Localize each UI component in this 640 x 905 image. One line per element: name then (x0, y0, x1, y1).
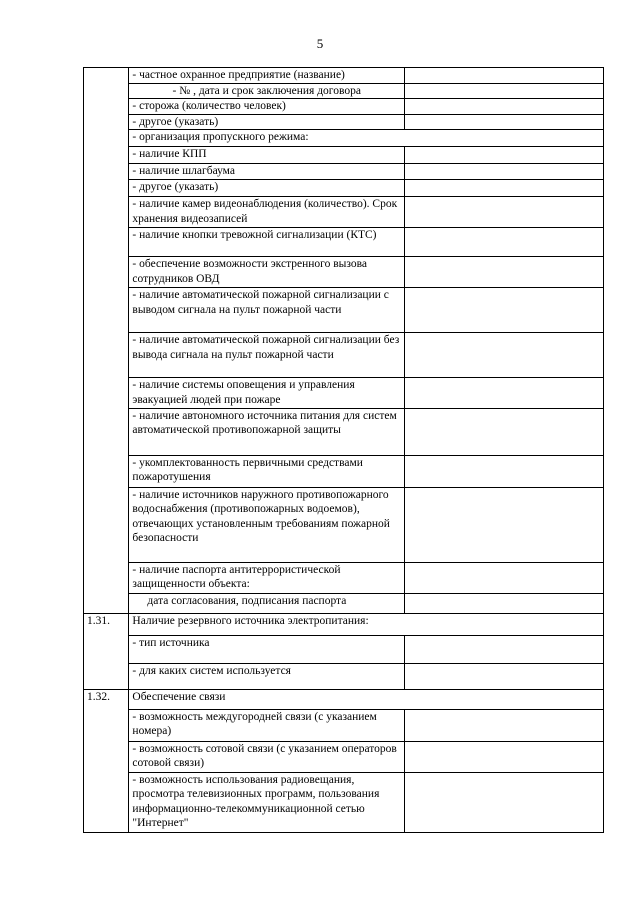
table-row (84, 228, 604, 257)
item-label-cell: - наличие шлагбаума (129, 164, 405, 180)
item-label-cell: - наличие КПП (129, 147, 405, 164)
item-value-cell[interactable] (405, 68, 604, 84)
item-label-cell: - другое (указать) (129, 180, 405, 197)
table-row (84, 635, 604, 663)
table-row (84, 772, 604, 832)
table-row (84, 288, 604, 333)
item-label-cell: - для каких систем используется (129, 663, 405, 689)
table-row (84, 408, 604, 455)
item-label-cell: - организация пропускного режима: (129, 130, 604, 147)
item-value-cell[interactable] (405, 99, 604, 115)
table-row (84, 562, 604, 593)
item-number-cell (84, 68, 129, 614)
item-label-cell: - наличие паспорта антитеррористической защищенности объекта: (129, 562, 405, 593)
item-label-cell: Обеспечение связи (129, 689, 604, 709)
item-value-cell[interactable] (405, 378, 604, 408)
item-value-cell[interactable] (405, 288, 604, 333)
item-value-cell[interactable] (405, 487, 604, 562)
table-row (84, 487, 604, 562)
table-row (84, 130, 604, 147)
table-row (84, 333, 604, 378)
item-value-cell[interactable] (405, 333, 604, 378)
item-value-cell[interactable] (405, 180, 604, 197)
item-value-cell[interactable] (405, 83, 604, 99)
item-label-cell: - наличие автоматической пожарной сигнализации без вывода сигнала на пульт пожарной части (129, 333, 405, 378)
item-label-cell: - наличие системы оповещения и управления эвакуацией людей при пожаре (129, 378, 405, 408)
item-value-cell[interactable] (405, 228, 604, 257)
item-label-cell: - наличие кнопки тревожной сигнализации (КТС) (129, 228, 405, 257)
item-label-cell: - другое (указать) (129, 114, 405, 130)
item-label-cell: - возможность сотовой связи (с указанием операторов сотовой связи) (129, 741, 405, 772)
table-row (84, 689, 604, 709)
item-label-cell: дата согласования, подписания паспорта (129, 593, 405, 613)
table-row (84, 180, 604, 197)
item-label-cell: - частное охранное предприятие (название) (129, 68, 405, 84)
item-label-cell: - укомплектованность первичными средствами пожаротушения (129, 455, 405, 487)
item-label-cell: - возможность использования радиовещания, просмотра телевизионных программ, пользования информационно-телекоммуникационной сетью "Интернет" (129, 772, 405, 832)
table-row (84, 663, 604, 689)
item-label-cell: Наличие резервного источника электропитания: (129, 613, 604, 635)
item-label-cell: - наличие автономного источника питания для систем автоматической противопожарной защиты (129, 408, 405, 455)
item-number-cell: 1.31. (84, 613, 129, 689)
item-value-cell[interactable] (405, 257, 604, 288)
table-row (84, 147, 604, 164)
table-row (84, 593, 604, 613)
item-value-cell[interactable] (405, 114, 604, 130)
table-row (84, 68, 604, 84)
table-row (84, 164, 604, 180)
table-row (84, 378, 604, 408)
table-row (84, 455, 604, 487)
item-value-cell[interactable] (405, 772, 604, 832)
item-label-cell: - сторожа (количество человек) (129, 99, 405, 115)
table-row (84, 613, 604, 635)
table-row (84, 197, 604, 228)
table-row (84, 114, 604, 130)
item-label-cell: - наличие источников наружного противопожарного водоснабжения (противопожарных водоемов), отвечающих установленным требованиям пожарной безопасности (129, 487, 405, 562)
item-value-cell[interactable] (405, 147, 604, 164)
item-value-cell[interactable] (405, 593, 604, 613)
item-value-cell[interactable] (405, 635, 604, 663)
item-value-cell[interactable] (405, 741, 604, 772)
table-row (84, 83, 604, 99)
table-row (84, 99, 604, 115)
table-row (84, 741, 604, 772)
item-label-cell: - наличие автоматической пожарной сигнализации с выводом сигнала на пульт пожарной части (129, 288, 405, 333)
item-label-cell: - возможность междугородней связи (с указанием номера) (129, 709, 405, 741)
item-value-cell[interactable] (405, 408, 604, 455)
item-value-cell[interactable] (405, 663, 604, 689)
table-row (84, 709, 604, 741)
item-value-cell[interactable] (405, 164, 604, 180)
passport-table-body (84, 68, 604, 833)
item-label-cell: - наличие камер видеонаблюдения (количество). Срок хранения видеозаписей (129, 197, 405, 228)
item-value-cell[interactable] (405, 197, 604, 228)
page-number: 5 (316, 36, 324, 51)
item-value-cell[interactable] (405, 562, 604, 593)
item-label-cell: - тип источника (129, 635, 405, 663)
item-value-cell[interactable] (405, 455, 604, 487)
passport-table (83, 67, 604, 833)
table-row (84, 257, 604, 288)
item-label-cell: - обеспечение возможности экстренного вызова сотрудников ОВД (129, 257, 405, 288)
item-number-cell: 1.32. (84, 689, 129, 832)
item-value-cell[interactable] (405, 709, 604, 741)
item-label-cell: - № , дата и срок заключения договора (129, 83, 405, 99)
